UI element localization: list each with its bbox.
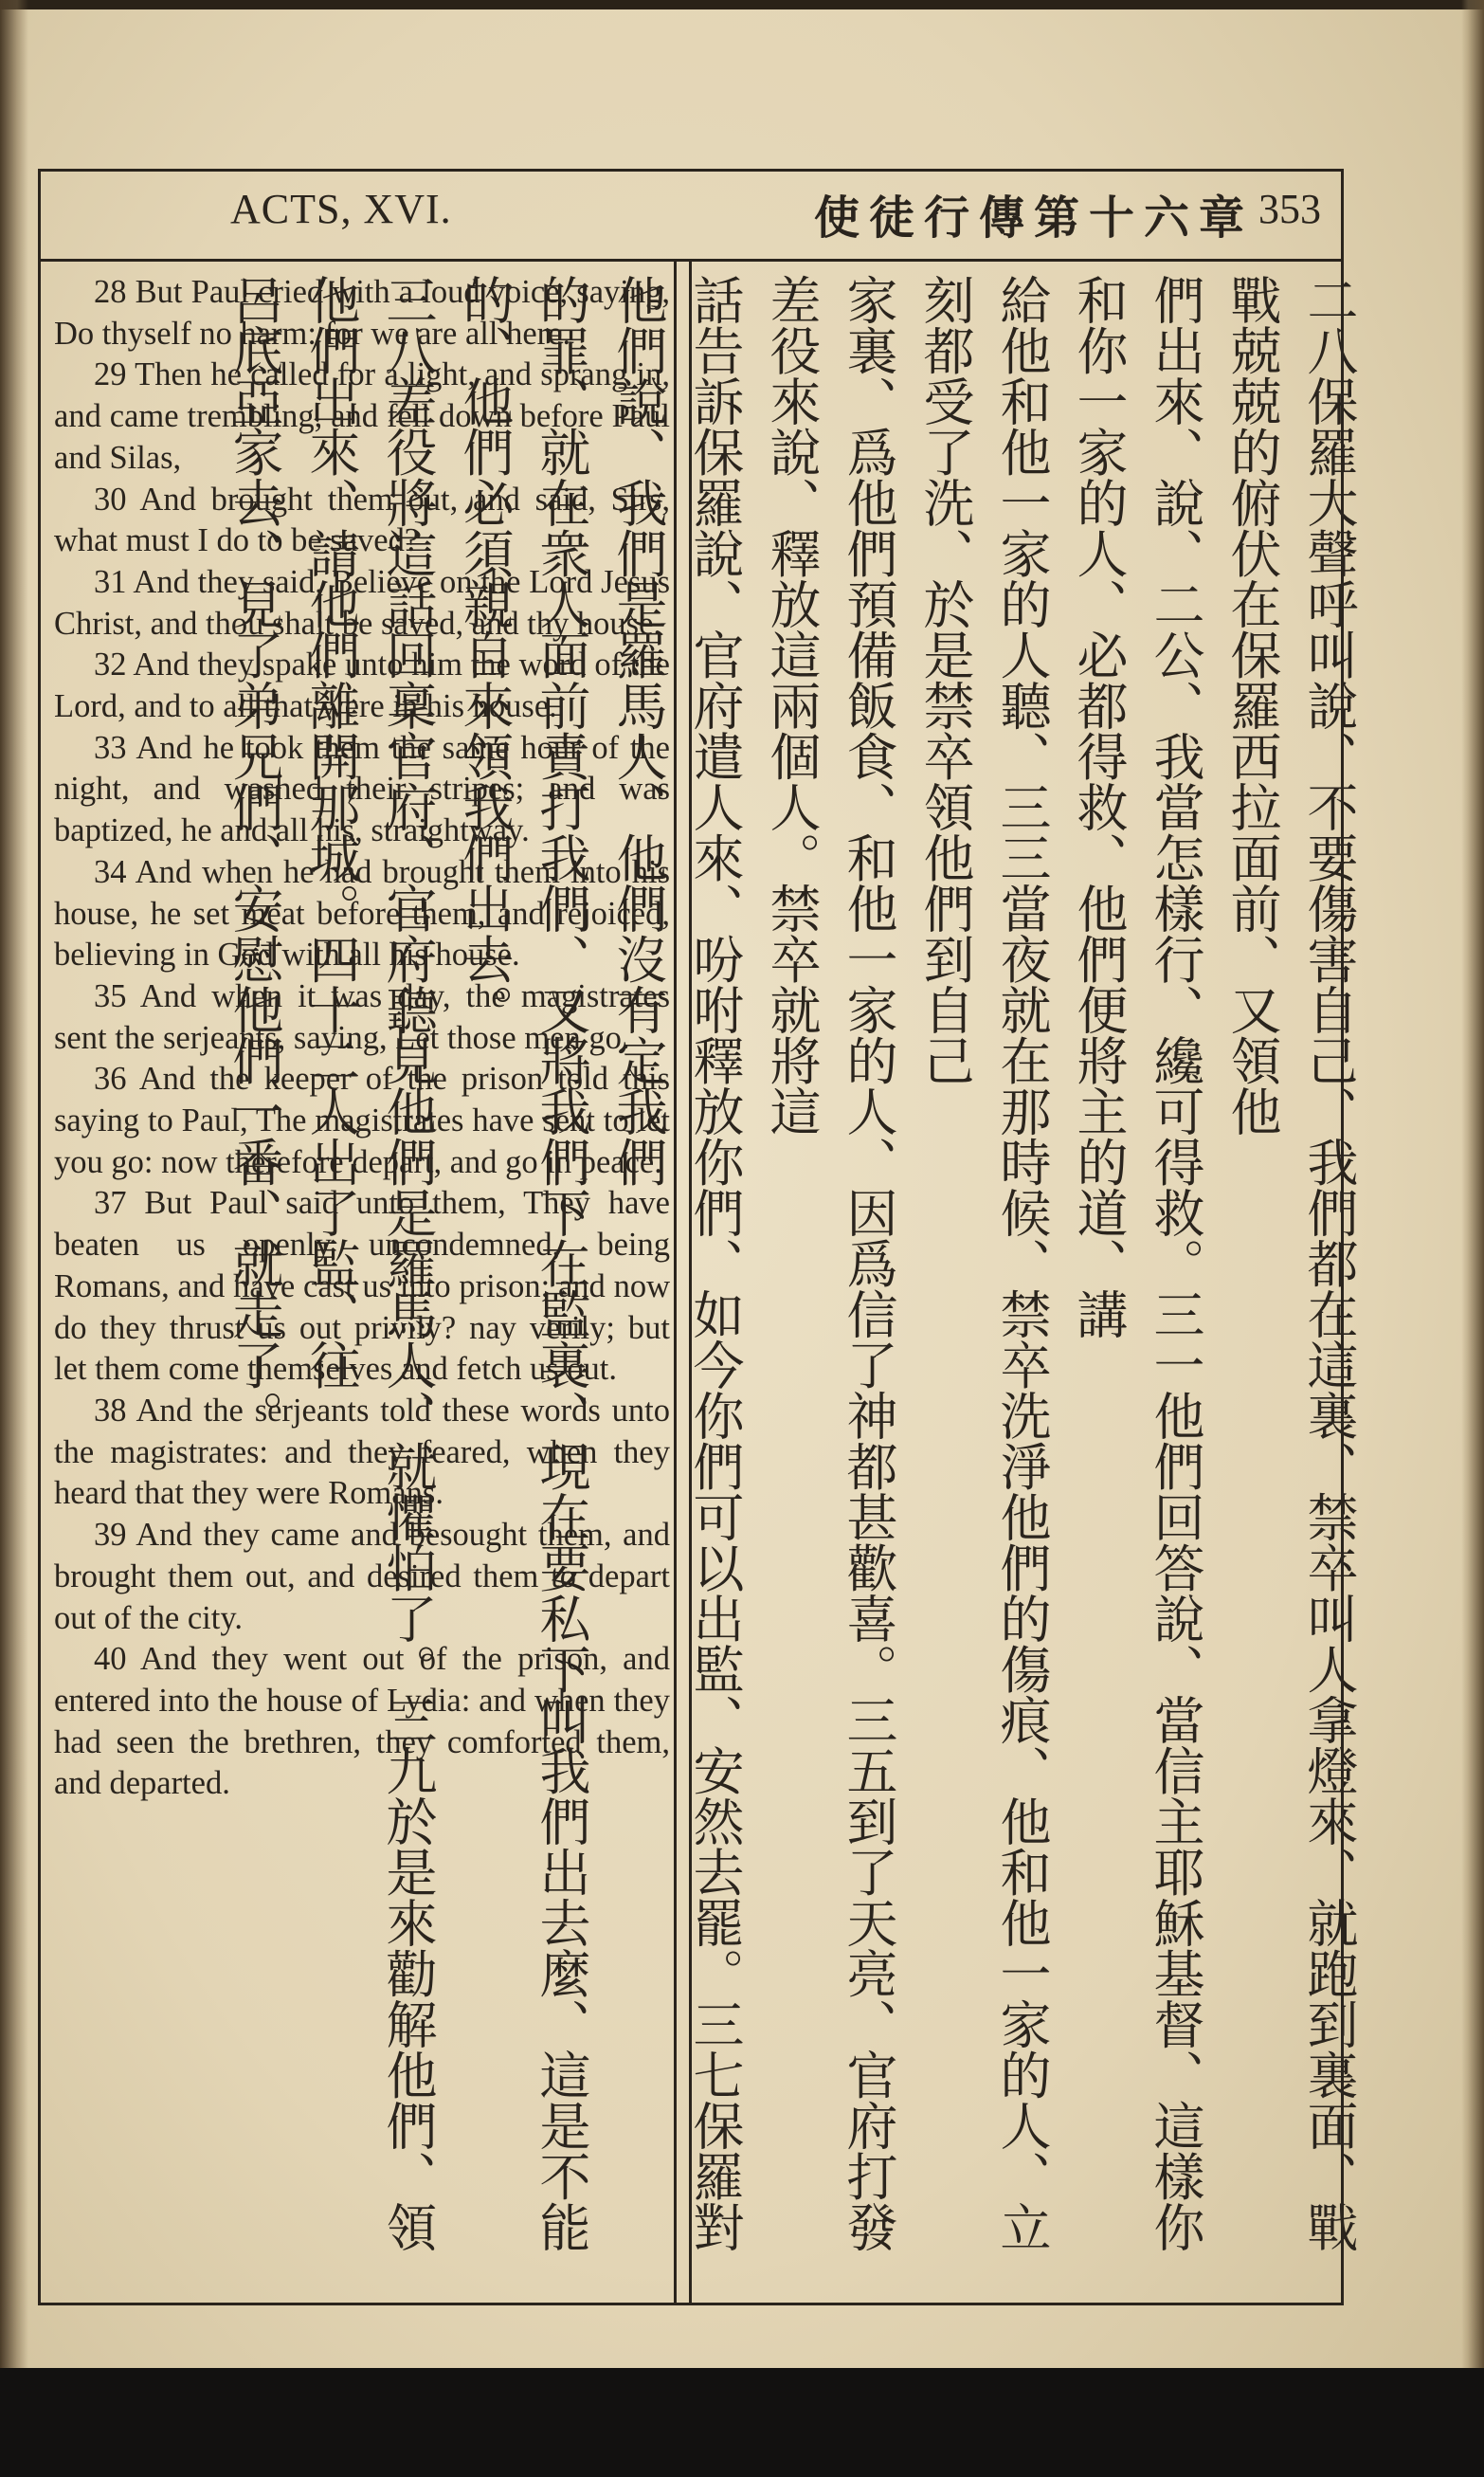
verse-37: 37 But Paul said unto them, They have beaten us openly uncondemned, being Romans, and have cast us into prison; and now do they thrust us out privily? nay verily; but let them come themselves and fetch us out. (54, 1185, 670, 1388)
bottom-scan-border (0, 2368, 1484, 2477)
page-number: 353 (1258, 186, 1321, 232)
verse-31: 31 And they said, Believe on the Lord Jesus Christ, and thou shalt be saved, and thy house. (54, 563, 670, 642)
chinese-column-line: 的罪、就在衆人面前責打我們、又將我們下在監裏、現在要私下叫我們出去麼、這是不能的、他們必須親自來領我們出去。 (455, 274, 591, 2252)
verse-39: 39 And they came and besought them, and brought them out, and desired them to depart out of the city. (54, 1517, 670, 1636)
spine-shadow (0, 0, 28, 2477)
verse-38: 38 And the serjeants told these words unto the magistrates: and they feared, when they heard that they were Romans. (54, 1392, 670, 1512)
verse-36: 36 And the keeper of the prison told this saying to Paul, The magistrates have sent to let you go: now therefore depart, and go in peace. (54, 1061, 670, 1180)
verse-29: 29 Then he called for a light, and sprang in, and came trembling, and fell down before Paul and Silas, (54, 356, 670, 476)
chinese-column-line: 呂底亞家去、見了弟兄們、安慰他們一番、就走了。 (225, 274, 284, 1441)
page-header (41, 172, 1341, 262)
page-edge (1461, 0, 1484, 2477)
page-frame (38, 169, 1359, 2305)
verse-32: 32 And they spake unto him the word of the Lord, and to all that were in his house. (54, 647, 670, 725)
verse-28: 28 But Paul cried with a loud voice, saying, Do thyself no harm: for we are all here. (54, 274, 670, 352)
chinese-column-line: 話告訴保羅說、官府遣人來、吩咐釋放你們、如今你們可以出監、安然去罷。三七保羅對他們說、我們是羅馬人、他們沒有定我們 (608, 274, 745, 2252)
verse-33: 33 And he took them the same hour of the night, and washed their stripes; and was baptized, he and all his, straightway. (54, 729, 670, 849)
chinese-column-line: 給他和他一家的人聽、三三當夜就在那時候、禁卒洗淨他們的傷痕、他和他一家的人、立刻都受了洗、於是禁卒領他們到自己 (915, 274, 1052, 2252)
chinese-column-line: 家裏、爲他們預備飯食、和他一家的人、因爲信了神都甚歡喜。三五到了天亮、官府打發差役來說、釋放這兩個人。禁卒就將這 (762, 274, 898, 2252)
english-running-title: ACTS, XVI. (230, 186, 452, 232)
chinese-column-line: 們出來、說、二公、我當怎樣行、纔可得救。三一他們回答說、當信主耶穌基督、這樣你和你一家的人、必都得救、他們便將主的道、講 (1069, 274, 1205, 2252)
chinese-column-line: 三八差役將這話回稟官府、官府聽見他們是羅馬人、就懼怕了。三九於是來勸解他們、領他們出來、請他們離開那城。四十二人出了監、往 (301, 274, 438, 2252)
chinese-running-title: 使徒行傳第十六章 (814, 191, 1255, 245)
verse-35: 35 And when it was day, the magistrates sent the serjeants, saying, Let those men go. (54, 977, 670, 1056)
top-edge (0, 0, 1484, 9)
verse-40: 40 And they went out of the prison, and entered into the house of Lydia: and when they had seen the brethren, they comforted them, and departed. (54, 1641, 670, 1802)
verse-34: 34 And when he had brought them into his house, he set meat before them, and rejoiced, believing in God with all his house. (54, 853, 670, 974)
verse-30: 30 And brought them out, and said, Sirs, what must I do to be saved? (54, 481, 670, 559)
chinese-column-line: 二八保羅大聲呼叫說、不要傷害自己、我們都在這裏、禁卒叫人拿燈來、就跑到裏面、戰戰兢兢的俯伏在保羅西拉面前、又領他 (1222, 274, 1359, 2252)
